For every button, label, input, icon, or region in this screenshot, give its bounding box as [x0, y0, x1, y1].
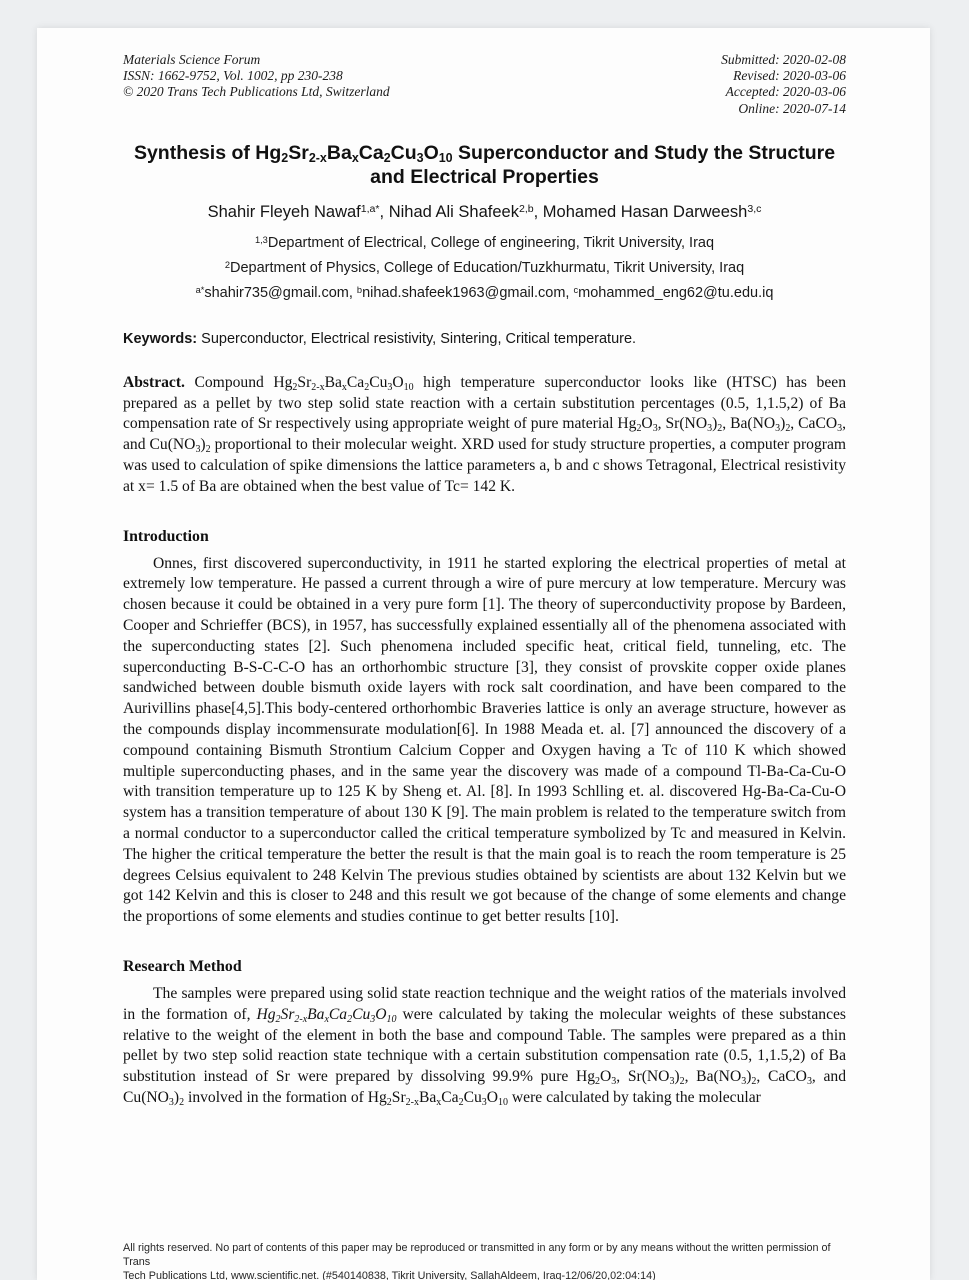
revised-date: Revised: 2020-03-06: [733, 68, 846, 84]
submission-dates: [721, 52, 846, 117]
affiliation-1: $^{1,3}$Department of Electrical, College of engineering, Tikrit University, Iraq: [254, 234, 715, 251]
copyright-footer-line2: Tech Publications Ltd, www.scientific.net. (#540140838, Tikrit University, SallahAldeem, Iraq-12/06/20,02:04:14): [123, 1269, 656, 1280]
keywords-line: [123, 331, 846, 347]
journal-issn-volume: ISSN: 1662-9752, Vol. 1002, pp 230-238: [123, 68, 343, 84]
journal-name: Materials Science Forum: [123, 52, 261, 67]
copyright-footer-line1: All rights reserved. No part of contents of this paper may be reproduced or transmitted in any form or by any means without the written permission of Trans: [123, 1242, 831, 1268]
authors-line: Shahir Fleyeh Nawaf$^{1,a*}$, Nihad Ali Shafeek$^{2,b}$, Mohamed Hasan Darweesh$^{3,c}$: [207, 202, 762, 221]
keywords-label: Keywords:: [123, 330, 198, 347]
section-heading-introduction: Introduction: [123, 527, 209, 545]
keywords-text: Superconductor, Electrical resistivity, Sintering, Critical temperature.: [197, 330, 637, 347]
section-heading-research-method: Research Method: [123, 958, 242, 975]
submitted-date: Submitted: 2020-02-08: [721, 52, 846, 67]
abstract-paragraph: Abstract. Compound $Hg_2Sr_{2-x}Ba_xCa_2Cu_3O_{10}$ high temperature superconductor looks like (HTSC) has been prepared as a pellet by two step solid state reaction with a certain substitution percentages (0.5, 1,1.5,2) of Ba compensation rate of Sr respectively using appropriate weight of pure material $Hg_2O_3$, $Sr(NO_3)_2$, $Ba(NO_3)_2$, CaCO$_3$, and $Cu(NO_3)_2$ proportional to their molecular weight. XRD used for study structure properties, a computer program was used to calculation of spike dimensions the lattice parameters a, b and c shows Tetragonal, Electrical resistivity at x= 1.5 of Ba are obtained when the best value of Tc= 142 K.: [123, 373, 846, 495]
research-method-paragraph: The samples were prepared using solid state reaction technique and the weight ratios of the materials involved in the formation of, $Hg_2Sr_{2-x}Ba_xCa_2Cu_3O_{10}$ were calculated by taking the molecular weights of these substances relative to the weight of the element in both the base and compound Table. The samples were prepared as a thin pellet by two step solid reaction state technique with a certain substitution compensation rate (0.5, 1,1.5,2) of Ba substitution instead of Sr were prepared by dissolving 99.9% pure $Hg_2O_3$, $Sr(NO_3)_2$, $Ba(NO_3)_2$, CaCO$_3$, and $Cu(NO_3)_2$ involved in the formation of $Hg_2Sr_{2-x}Ba_xCa_2Cu_3O_{10}$ were calculated by taking the molecular: [123, 985, 846, 1108]
paper-title: Synthesis of $Hg_2Sr_{2-x}Ba_xCa_2Cu_3O_{10}$ Superconductor and Study the Structure and Electrical Properties: [133, 141, 836, 189]
accepted-date: Accepted: 2020-03-06: [725, 84, 846, 100]
online-date: Online: 2020-07-14: [738, 100, 846, 116]
journal-copyright: © 2020 Trans Tech Publications Ltd, Switzerland: [123, 84, 390, 100]
copyright-footer: [123, 1242, 850, 1280]
introduction-paragraph: Onnes, first discovered superconductivity, in 1911 he started exploring the electrical properties of metal at extremely low temperature. He passed a current through a wire of pure mercury at low temperature. Mercury was chosen because it could be obtained in a very pure form [1]. The theory of superconductivity propose by Bardeen, Cooper and Schrieffer (BCS), in 1957, has successfully explained essentially all of the phenomena associated with the superconducting states [2]. Such phenomena included specific heat, critical field, tunneling, etc. The superconducting B-S-C-C-O has an orthorhombic structure [3], they consist of provskite copper oxide planes sandwiched between double bismuth oxide layers with rock salt coordination, and have been compared to the Aurivillins phase[4,5].This body-centered orthorhombic Braveries lattice is only an average structure, however as the compounds display incommensurate modulation[6]. In 1988 Meada et. al. [7] announced the discovery of a compound containing Bismuth Strontium Calcium Copper and Oxygen having a Tc of 110 K which showed multiple superconducting phases, and in the same year the discovery was made of a compound Tl-Ba-Ca-Cu-O with transition temperature up to 125 K by Sheng et. Al. [8]. In 1993 Schlling et. al. discovered Hg-Ba-Ca-Cu-O system has a transition temperature of about 130 K [9]. The main problem is related to the temperature switch from a normal conductor to a superconductor called the critical temperature symbolized by Tc and measured in Kelvin. The higher the critical temperature the better the result is that the main goal is to reach the room temperature is 25 degrees Celsius equivalent to 248 Kelvin The previous studies obtained by scientists are about 132 Kelvin but we got 142 Kelvin and this is closer to 248 and this result we got because of the change of some elements and change the proportions of some elements and studies continue to get better results [10].: [123, 554, 846, 926]
journal-header: [123, 52, 846, 117]
paper-page: [37, 28, 930, 1280]
journal-info: [123, 52, 390, 101]
author-emails: $^{a*}$shahir735@gmail.com, $^b$nihad.shafeek1963@gmail.com, $^c$mohammed_eng62@tu.edu.iq: [195, 284, 774, 301]
affiliation-2: $^2$Department of Physics, College of Education/Tuzkhurmatu, Tikrit University, Iraq: [224, 259, 745, 276]
